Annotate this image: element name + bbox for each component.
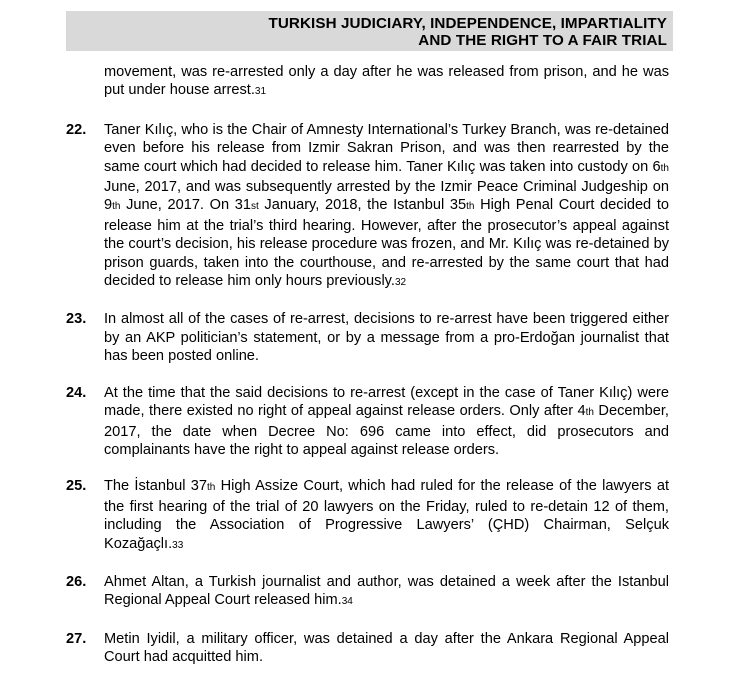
paragraph-text: In almost all of the cases of re-arrest, decisions to re-arrest have been triggered either by an AKP politician’s statement, or by a message from a pro-Erdoğan journalist that has been posted online. (104, 311, 669, 365)
paragraph-text (104, 573, 669, 612)
text-run: Ahmet Altan, a Turkish journalist and author, was detained a week after the Istanbul Regional Appeal Court released him. (104, 573, 669, 609)
paragraph-number: 25. (66, 478, 87, 495)
ordinal-suffix: th (660, 162, 669, 174)
paragraph-number: 27. (66, 630, 87, 647)
ordinal-suffix: th (466, 201, 475, 213)
footnote-ref: 31 (254, 86, 267, 98)
paragraph-number: 23. (66, 311, 87, 328)
paragraph-text (104, 121, 669, 293)
continuation-text: movement, was re-arrested only a day after he was released from prison, and he was put under house arrest. (104, 64, 669, 99)
text-run: Taner Kılıç, who is the Chair of Amnesty International’s Turkey Branch, was re-detained even before his release from Izmir Sakran Prison, and was then rearrested by the same court which had decided to release him. Taner Kılıç was taken into custody on 6 (104, 121, 669, 175)
paragraph-27 (66, 630, 669, 667)
text-run: High Assize Court, which had ruled for the release of the lawyers at the first hearing of the trial of 20 lawyers on the Friday, ruled to re-detain 12 of them, including the Association of Progressive Lawyers’ (ÇHD) Chairman, Selçuk Kozağaçlı. (104, 478, 669, 552)
ordinal-suffix: th (585, 407, 594, 419)
footnote-ref: 32 (394, 277, 407, 289)
text-run: High Penal Court decided to release him at the trial’s third hearing. However, after the prosecutor’s appeal against the court’s decision, his release procedure was frozen, and Mr. Kılıç was re-detained by prison guards, taken into the courthouse, and re-arrested by the same court that had decided to release him only hours previously. (104, 197, 669, 290)
document-body (66, 63, 669, 685)
paragraph-number: 24. (66, 384, 87, 401)
running-header (66, 11, 673, 51)
text-run: The İstanbul 37 (104, 478, 208, 495)
header-title-line-2: AND THE RIGHT TO A FAIR TRIAL (418, 32, 667, 49)
paragraph-22 (66, 121, 669, 293)
paragraph-number: 22. (66, 121, 87, 138)
footnote-ref: 33 (172, 539, 184, 551)
footnote-ref: 34 (341, 596, 353, 608)
paragraph-text (104, 477, 669, 555)
text-run: June, 2017, and was subsequently arrested by the Izmir Peace Criminal Judgeship on 9 (104, 179, 669, 214)
paragraph-text (104, 384, 669, 460)
ordinal-suffix: st (251, 201, 259, 213)
text-run: December, 2017, the date when Decree No: 696 came into effect, did prosecutors and complainants have the right to appeal against release orders. (104, 403, 669, 458)
text-run: June, 2017. On 31 (120, 197, 251, 214)
ordinal-suffix: th (207, 482, 216, 494)
continuation-paragraph (104, 63, 669, 102)
text-run: January, 2018, the Istanbul 35 (258, 197, 467, 214)
ordinal-suffix: th (112, 201, 121, 213)
paragraph-25 (66, 477, 669, 555)
paragraph-26 (66, 573, 669, 612)
paragraph-number: 26. (66, 573, 87, 590)
paragraph-text: Metin Iyidil, a military officer, was detained a day after the Ankara Regional Appeal Court had acquitted him. (104, 630, 669, 666)
paragraph-23 (66, 310, 669, 365)
text-run: At the time that the said decisions to re-arrest (except in the case of Taner Kılıç) were made, there existed no right of appeal against release orders. Only after 4 (104, 384, 669, 420)
paragraph-24 (66, 384, 669, 460)
header-title-line-1: TURKISH JUDICIARY, INDEPENDENCE, IMPARTIALITY (268, 15, 667, 32)
